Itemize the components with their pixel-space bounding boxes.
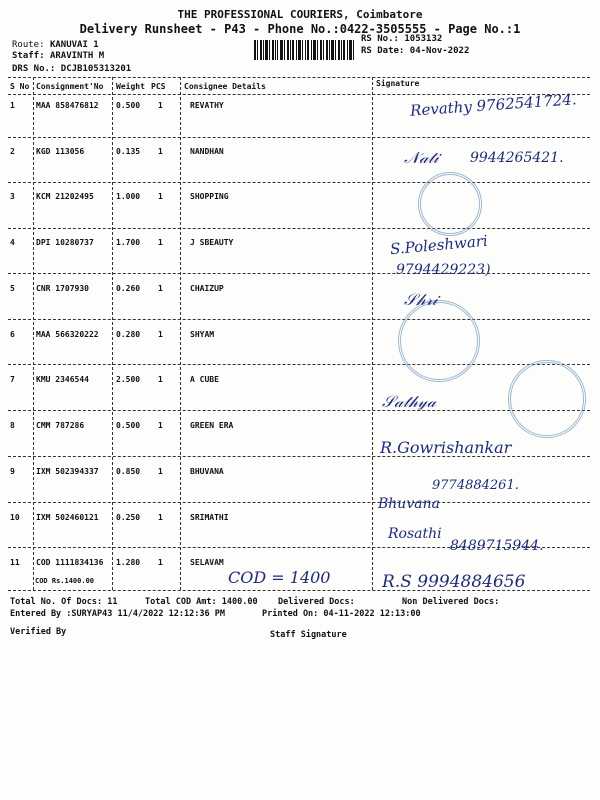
row-sno: 11: [10, 558, 20, 567]
entered-by: Entered By :SURYAP43 11/4/2022 12:12:36 PM: [10, 609, 225, 619]
row-sno: 2: [10, 147, 15, 156]
staff-value: ARAVINTH M: [49, 51, 105, 61]
row-consignee: GREEN ERA: [190, 421, 234, 430]
row-weight: 0.260: [116, 284, 141, 293]
total-docs: Total No. Of Docs: 11: [10, 597, 118, 607]
row-consignment: COD 1111834136: [36, 558, 104, 567]
col-header-sno: S No: [10, 82, 30, 91]
staff-line: [12, 51, 104, 61]
row-rule: [8, 319, 590, 320]
row-consignment: KMU 2346544: [36, 375, 89, 384]
signature-row-9-name: Bhuvana: [378, 496, 440, 512]
row-rule: [8, 364, 590, 365]
row-consignment: IXM 502460121: [36, 513, 99, 522]
cod-handwritten: COD = 1400: [228, 568, 331, 587]
row-pcs: 1: [158, 101, 163, 110]
route-line: [12, 40, 99, 50]
staff-signature-label: Staff Signature: [270, 630, 347, 640]
row-sno: 7: [10, 375, 15, 384]
company-seal-stamp: [398, 300, 480, 382]
row-sno: 8: [10, 421, 15, 430]
row-pcs: 1: [158, 467, 163, 476]
row-consignee: J SBEAUTY: [190, 238, 234, 247]
row-consignee: SRIMATHI: [190, 513, 229, 522]
row-weight: 0.135: [116, 147, 141, 156]
barcode: [254, 40, 354, 60]
delivered-docs: Delivered Docs:: [278, 597, 355, 607]
signature-row-10-name: Rosathi: [388, 526, 442, 542]
row-consignee: NANDHAN: [190, 147, 224, 156]
col-header-consignment: Consignment'No: [36, 82, 104, 91]
col-header-consignee: Consignee Details: [184, 82, 266, 91]
row-consignee: CHAIZUP: [190, 284, 224, 293]
table-row: [0, 235, 600, 281]
row-consignment: CNR 1707930: [36, 284, 89, 293]
row-weight: 0.850: [116, 467, 141, 476]
company-title: THE PROFESSIONAL COURIERS, Coimbatore: [177, 8, 423, 21]
row-weight: 1.700: [116, 238, 141, 247]
col-header-signature: Signature: [376, 79, 420, 88]
row-consignment: DPI 10280737: [36, 238, 94, 247]
round-seal-stamp: [508, 360, 586, 438]
rs-date-value: 04-Nov-2022: [409, 46, 470, 56]
row-pcs: 1: [158, 558, 163, 567]
runsheet-title: Delivery Runsheet - P43 - Phone No.:0422-3505555 - Page No.:1: [79, 22, 521, 36]
row-sno: 3: [10, 192, 15, 201]
printed-on: Printed On: 04-11-2022 12:13:00: [262, 609, 421, 619]
rs-no-label: RS No.:: [361, 34, 399, 44]
row-rule: [8, 410, 590, 411]
courier-stamp: [418, 172, 482, 236]
row-pcs: 1: [158, 421, 163, 430]
row-weight: 0.250: [116, 513, 141, 522]
non-delivered-docs: Non Delivered Docs:: [402, 597, 500, 607]
signature-row-9-phone: 9774884261.: [432, 478, 519, 493]
col-header-weight: Weight: [116, 82, 145, 91]
row-pcs: 1: [158, 147, 163, 156]
row-sno: 10: [10, 513, 20, 522]
row-consignee: SHYAM: [190, 330, 215, 339]
row-sno: 9: [10, 467, 15, 476]
row-sno: 5: [10, 284, 15, 293]
signature-row-4-phone: 9794429223): [396, 262, 491, 278]
row-weight: 0.500: [116, 421, 141, 430]
table-top-rule: [8, 77, 590, 78]
row-consignee: REVATHY: [190, 101, 224, 110]
row-consignment: KGD 113056: [36, 147, 85, 156]
row-consignment: MAA 566320222: [36, 330, 99, 339]
rs-no-value: 1053132: [404, 34, 443, 44]
row-weight: 0.500: [116, 101, 141, 110]
row-rule: [8, 182, 590, 183]
row-consignee: BHUVANA: [190, 467, 224, 476]
row-consignee: SHOPPING: [190, 192, 229, 201]
row-pcs: 1: [158, 375, 163, 384]
signature-row-10-phone: 8489715944.: [450, 538, 544, 554]
staff-label: Staff:: [12, 51, 45, 61]
drs-label: DRS No.:: [12, 64, 56, 74]
signature-row-8: R.Gowrishankar: [380, 438, 512, 457]
drs-line: [12, 64, 131, 74]
row-rule: [8, 137, 590, 138]
row-consignment: CMM 787286: [36, 421, 85, 430]
row-consignee: SELAVAM: [190, 558, 224, 567]
route-label: Route:: [12, 40, 45, 50]
row-weight: 0.280: [116, 330, 141, 339]
signature-scrawl-7: 𝒮𝒶𝓉𝒽𝓎𝒶: [382, 392, 436, 411]
row-pcs: 1: [158, 284, 163, 293]
signature-row-1: Revathy 9762541724.: [409, 90, 578, 120]
route-value: KANUVAI 1: [49, 40, 99, 50]
row-pcs: 1: [158, 330, 163, 339]
rs-date-line: [361, 46, 469, 56]
row-weight: 1.000: [116, 192, 141, 201]
rs-no-line: [361, 34, 442, 44]
cod-amount-note: COD Rs.1400.00: [35, 577, 95, 585]
row-pcs: 1: [158, 192, 163, 201]
signature-row-2: 9944265421.: [470, 150, 564, 166]
row-weight: 1.280: [116, 558, 141, 567]
row-pcs: 1: [158, 513, 163, 522]
row-weight: 2.500: [116, 375, 141, 384]
col-header-pcs: PCS: [151, 82, 166, 91]
signature-scrawl-2: 𝒩𝒶𝓉𝒾: [404, 148, 439, 167]
row-rule: [8, 228, 590, 229]
row-sno: 4: [10, 238, 15, 247]
signature-row-4-name: S.Poleshwari: [389, 231, 489, 259]
row-sno: 6: [10, 330, 15, 339]
row-consignee: A CUBE: [190, 375, 219, 384]
row-consignment: KCM 21202495: [36, 192, 94, 201]
row-consignment: MAA 858476812: [36, 101, 99, 110]
rs-date-label: RS Date:: [361, 46, 405, 56]
total-cod-amount: Total COD Amt: 1400.00: [145, 597, 258, 607]
table-row: [0, 281, 600, 327]
row-consignment: IXM 502394337: [36, 467, 99, 476]
row-sno: 1: [10, 101, 15, 110]
signature-scrawl-5: 𝒮𝒽𝓇𝒾: [404, 290, 438, 309]
row-pcs: 1: [158, 238, 163, 247]
table-row: [0, 327, 600, 373]
signature-row-11: R.S 9994884656: [382, 572, 526, 592]
drs-value: DCJB105313201: [60, 64, 132, 74]
row-rule: [8, 502, 590, 503]
verified-by: Verified By: [10, 627, 67, 637]
row-rule: [8, 273, 590, 274]
